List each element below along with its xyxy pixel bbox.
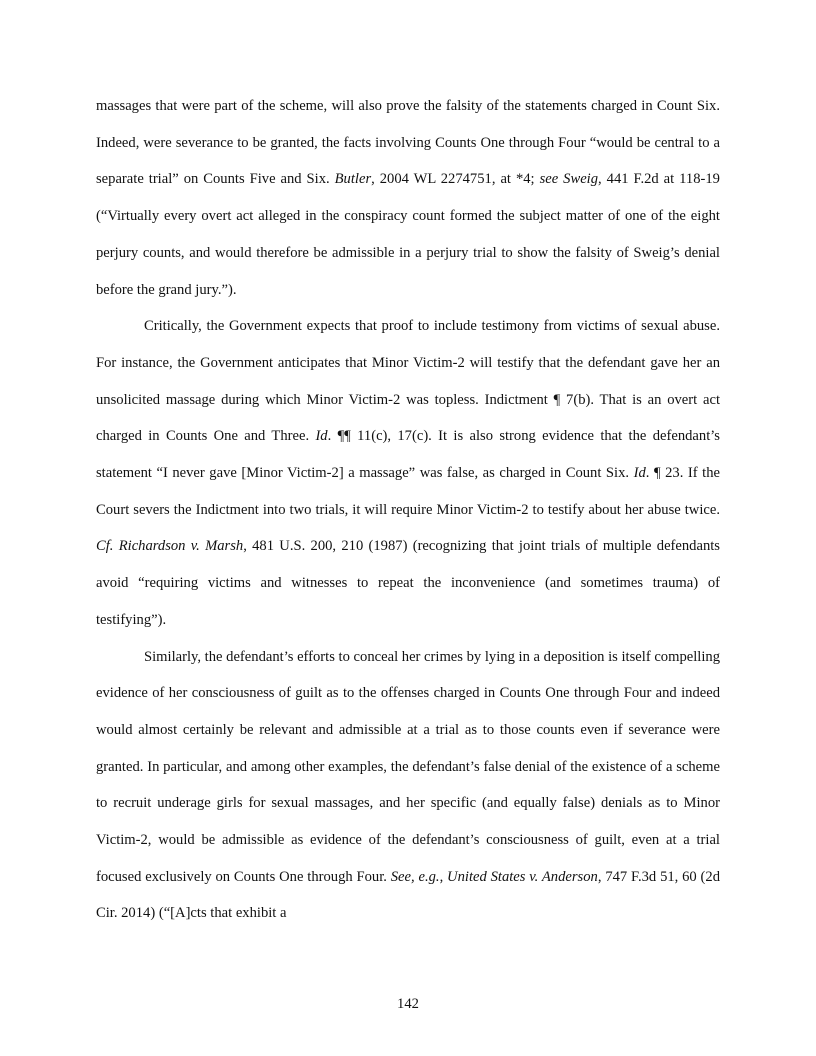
text-segment: , 2004 WL 2274751, at *4; (371, 171, 540, 188)
text-segment: . ¶¶ 11(c), 17(c). It is also strong evidence that the defendant’s statement “I never gave [Minor Victim-2] a massage” was false, as charged in Count Six. (96, 428, 720, 482)
document-body (96, 88, 720, 932)
text-segment: . ¶ 23. If the Court severs the Indictment into two trials, it will require Minor Victim-2 to testify about her abuse twice. (96, 465, 720, 518)
case-citation: Id (315, 428, 328, 445)
case-citation: Cf. Richardson v. Marsh (96, 538, 244, 555)
case-citation: United States v. Anderson (447, 868, 598, 885)
paragraph-2 (96, 308, 720, 638)
text-segment: , 481 U.S. 200, 210 (1987) (recognizing that joint trials of multiple defendants avoid “requiring victims and witnesses to repeat the inconvenience (and sometimes trauma) of testifying”). (96, 538, 720, 628)
text-segment: , (439, 868, 448, 885)
text-segment: , 747 F.3d 51, 60 (2d Cir. 2014) (“[A]cts that exhibit a (96, 868, 721, 922)
text-segment: Critically, the Government expects that proof to include testimony from victims of sexual abuse. For instance, the Government anticipates that Minor Victim-2 will testify that the defendant gave her an unsolicited massage during which Minor Victim-2 was topless. Indictment ¶ 7(b). That is an overt act charged in Counts One and Three. (96, 318, 720, 445)
text-segment: , 441 F.2d at 118-19 (“Virtually every overt act alleged in the conspiracy count formed the subject matter of one of the eight perjury counts, and would therefore be admissible in a perjury trial to show the falsity of Sweig’s denial before the grand jury.”). (96, 171, 720, 298)
paragraph-1 (96, 88, 720, 308)
case-citation: See, e.g. (390, 868, 440, 885)
paragraph-3 (96, 639, 720, 933)
text-segment: Similarly, the defendant’s efforts to conceal her crimes by lying in a deposition is itself compelling evidence of her consciousness of guilt as to the offenses charged in Counts One through Four and indeed would almost certainly be relevant and admissible at a trial as to those counts even if severance were granted. In particular, and among other examples, the defendant’s false denial of the existence of a scheme to recruit underage girls for sexual massages, and her specific (and equally false) denials as to Minor Victim-2, would be admissible as evidence of the defendant’s consciousness of guilt, even at a trial focused exclusively on Counts One through Four. (96, 648, 720, 885)
case-citation: see Sweig (539, 171, 599, 188)
case-citation: Butler (334, 171, 372, 188)
text-segment: massages that were part of the scheme, will also prove the falsity of the statements charged in Count Six. Indeed, were severance to be granted, the facts involving Counts One through Four “would be central to a separate trial” on Counts Five and Six. (96, 98, 720, 188)
page-number: 142 (397, 996, 419, 1012)
case-citation: Id (633, 465, 646, 482)
